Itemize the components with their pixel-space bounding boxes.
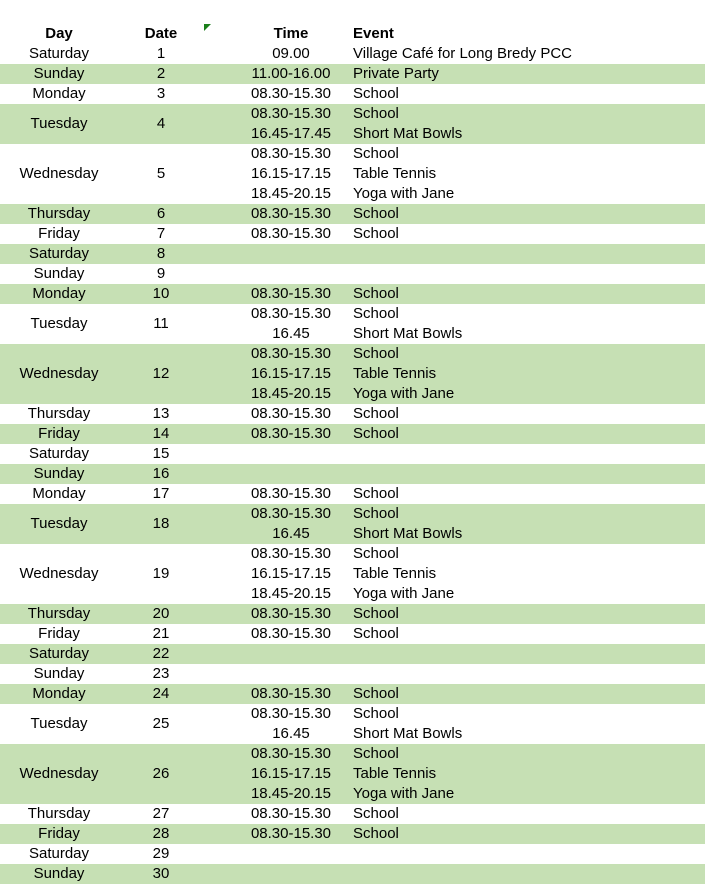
event-cell[interactable]: School [353, 805, 399, 822]
time-cell[interactable]: 16.45 [272, 725, 310, 742]
event-cell[interactable]: Short Mat Bowls [348, 524, 705, 544]
table-row [0, 864, 705, 884]
time-cell[interactable] [234, 644, 348, 664]
table-row [0, 444, 705, 464]
day-cell[interactable]: Saturday [0, 244, 118, 264]
spacer-cell[interactable] [204, 604, 234, 624]
time-cell[interactable]: 16.15-17.15 [234, 364, 348, 384]
day-cell[interactable]: Wednesday [0, 344, 118, 404]
spacer-cell[interactable] [204, 224, 234, 244]
event-cell[interactable]: School [348, 284, 705, 304]
date-cell[interactable]: 13 [152, 405, 170, 422]
spacer-cell[interactable] [204, 204, 234, 224]
table-row [0, 244, 705, 264]
day-cell[interactable]: Thursday [27, 805, 91, 822]
event-cell[interactable]: School [348, 604, 705, 624]
table-row [0, 224, 705, 244]
spacer-cell[interactable] [204, 384, 234, 404]
date-cell[interactable]: 27 [152, 805, 170, 822]
event-cell[interactable]: Yoga with Jane [353, 585, 455, 602]
spacer-cell[interactable] [204, 664, 234, 684]
date-cell[interactable]: 3 [156, 85, 166, 102]
header-row [0, 24, 705, 44]
date-cell[interactable]: 10 [118, 284, 204, 304]
event-cell[interactable] [348, 644, 705, 664]
event-cell[interactable]: Table Tennis [353, 165, 437, 182]
day-cell[interactable]: Sunday [0, 464, 118, 484]
table-row [0, 544, 705, 564]
time-cell[interactable]: 08.30-15.30 [234, 204, 348, 224]
spacer-cell[interactable] [204, 644, 234, 664]
time-cell[interactable]: 08.30-15.30 [250, 305, 332, 322]
spacer-cell[interactable] [204, 44, 234, 64]
table-row [0, 844, 705, 864]
table-row [0, 684, 705, 704]
event-cell[interactable]: School [353, 225, 399, 242]
day-cell[interactable]: Saturday [28, 845, 90, 862]
time-cell[interactable]: 08.30-15.30 [250, 805, 332, 822]
table-row [0, 44, 705, 64]
date-cell[interactable]: 17 [152, 485, 170, 502]
table-row [0, 264, 705, 284]
event-cell[interactable]: School [353, 145, 399, 162]
date-cell[interactable]: 30 [118, 864, 204, 884]
event-cell[interactable] [348, 664, 705, 684]
event-cell[interactable]: School [353, 545, 399, 562]
spacer-cell[interactable] [204, 584, 234, 604]
spacer-cell[interactable] [204, 64, 234, 84]
spacer-cell[interactable] [204, 504, 234, 524]
event-cell[interactable] [348, 264, 705, 284]
table-row [0, 404, 705, 424]
date-cell[interactable]: 16 [118, 464, 204, 484]
day-cell[interactable]: Sunday [0, 64, 118, 84]
time-cell[interactable] [234, 444, 348, 464]
time-cell[interactable]: 09.00 [272, 45, 310, 62]
day-cell[interactable]: Thursday [27, 405, 91, 422]
date-cell[interactable]: 7 [156, 225, 166, 242]
table-row [0, 64, 705, 84]
table-row [0, 464, 705, 484]
event-cell[interactable]: School [348, 204, 705, 224]
time-cell[interactable]: 16.45-17.45 [234, 124, 348, 144]
day-cell[interactable]: Monday [0, 284, 118, 304]
day-cell[interactable]: Saturday [28, 45, 90, 62]
table-row [0, 104, 705, 124]
table-row [0, 144, 705, 164]
event-cell[interactable]: Yoga with Jane [348, 384, 705, 404]
schedule-table [0, 24, 705, 884]
table-row [0, 284, 705, 304]
event-cell[interactable] [348, 464, 705, 484]
day-cell[interactable]: Monday [32, 485, 86, 502]
spacer-cell[interactable] [204, 524, 234, 544]
date-cell[interactable]: 5 [156, 165, 166, 182]
table-row [0, 484, 705, 504]
time-cell[interactable]: 08.30-15.30 [250, 405, 332, 422]
time-cell[interactable] [234, 244, 348, 264]
event-cell[interactable] [348, 244, 705, 264]
event-cell[interactable]: Private Party [348, 64, 705, 84]
spacer-cell[interactable] [204, 324, 234, 344]
event-cell[interactable]: School [353, 625, 399, 642]
date-cell[interactable]: 6 [118, 204, 204, 224]
day-cell[interactable]: Monday [0, 684, 118, 704]
table-row [0, 624, 705, 644]
time-cell[interactable]: 18.45-20.15 [250, 585, 332, 602]
time-cell[interactable]: 08.30-15.30 [234, 424, 348, 444]
table-row [0, 804, 705, 824]
spacer-cell[interactable] [204, 804, 234, 824]
day-cell[interactable]: Thursday [0, 204, 118, 224]
date-cell[interactable]: 19 [152, 565, 170, 582]
time-cell[interactable]: 08.30-15.30 [234, 604, 348, 624]
date-cell[interactable]: 20 [118, 604, 204, 624]
day-cell[interactable]: Friday [38, 625, 80, 642]
spacer-cell[interactable] [204, 404, 234, 424]
time-cell[interactable]: 08.30-15.30 [250, 485, 332, 502]
spacer-cell[interactable] [204, 164, 234, 184]
date-cell[interactable]: 21 [152, 625, 170, 642]
time-cell[interactable]: 08.30-15.30 [234, 744, 348, 764]
time-cell[interactable] [234, 664, 348, 684]
time-cell[interactable]: 08.30-15.30 [250, 625, 332, 642]
event-cell[interactable]: School [353, 305, 399, 322]
time-cell[interactable] [234, 264, 348, 284]
spacer-cell[interactable] [204, 344, 234, 364]
event-cell[interactable]: Yoga with Jane [348, 784, 705, 804]
date-cell[interactable]: 25 [152, 715, 170, 732]
date-cell[interactable]: 15 [152, 445, 170, 462]
spacer-cell[interactable] [204, 784, 234, 804]
day-cell[interactable]: Tuesday [0, 104, 118, 144]
date-cell[interactable]: 28 [118, 824, 204, 844]
day-cell[interactable]: Wednesday [19, 165, 99, 182]
spacer-cell[interactable] [204, 444, 234, 464]
date-cell[interactable]: 26 [118, 744, 204, 804]
date-cell[interactable]: 23 [152, 665, 170, 682]
time-cell[interactable] [234, 864, 348, 884]
time-cell[interactable]: 08.30-15.30 [234, 684, 348, 704]
event-cell[interactable]: School [348, 824, 705, 844]
day-cell[interactable]: Friday [38, 225, 80, 242]
spacer-cell[interactable] [204, 304, 234, 324]
time-cell[interactable]: 08.30-15.30 [234, 824, 348, 844]
table-header [0, 24, 705, 44]
spacer-cell[interactable] [204, 624, 234, 644]
time-cell[interactable]: 16.15-17.15 [234, 764, 348, 784]
header-day[interactable]: Day [45, 25, 73, 42]
event-cell[interactable]: School [348, 424, 705, 444]
day-cell[interactable]: Thursday [0, 604, 118, 624]
spacer-cell[interactable] [204, 484, 234, 504]
day-cell[interactable]: Tuesday [30, 715, 88, 732]
spacer-cell[interactable] [204, 284, 234, 304]
event-cell[interactable]: School [353, 705, 399, 722]
time-cell[interactable]: 08.30-15.30 [250, 145, 332, 162]
event-cell[interactable]: Short Mat Bowls [348, 124, 705, 144]
spacer-cell[interactable] [204, 744, 234, 764]
time-cell[interactable]: 11.00-16.00 [234, 64, 348, 84]
table-row [0, 84, 705, 104]
time-cell[interactable]: 16.45 [234, 524, 348, 544]
time-cell[interactable]: 08.30-15.30 [250, 85, 332, 102]
date-cell[interactable]: 18 [118, 504, 204, 544]
time-cell[interactable]: 08.30-15.30 [250, 545, 332, 562]
spacer-cell[interactable] [204, 124, 234, 144]
spacer-cell[interactable] [204, 144, 234, 164]
header-event[interactable]: Event [353, 25, 394, 42]
spacer-cell[interactable] [204, 364, 234, 384]
spacer-cell[interactable] [204, 104, 234, 124]
date-cell[interactable]: 22 [118, 644, 204, 664]
day-cell[interactable]: Wednesday [0, 744, 118, 804]
time-cell[interactable]: 08.30-15.30 [250, 225, 332, 242]
event-cell[interactable]: Table Tennis [348, 364, 705, 384]
event-cell[interactable] [348, 844, 705, 864]
time-cell[interactable]: 16.15-17.15 [250, 565, 332, 582]
date-cell[interactable]: 12 [118, 344, 204, 404]
date-cell[interactable]: 9 [156, 265, 166, 282]
day-cell[interactable]: Wednesday [19, 565, 99, 582]
time-cell[interactable]: 08.30-15.30 [250, 705, 332, 722]
date-cell[interactable]: 11 [153, 315, 169, 332]
day-cell[interactable]: Sunday [33, 265, 85, 282]
day-cell[interactable]: Tuesday [30, 315, 88, 332]
spacer-cell[interactable] [204, 564, 234, 584]
event-cell[interactable]: Short Mat Bowls [353, 325, 463, 342]
spacer-cell[interactable] [204, 864, 234, 884]
event-cell[interactable]: School [353, 405, 399, 422]
table-row [0, 664, 705, 684]
date-cell[interactable]: 24 [118, 684, 204, 704]
spacer-cell[interactable] [204, 184, 234, 204]
day-cell[interactable]: Monday [32, 85, 86, 102]
event-cell[interactable]: Yoga with Jane [353, 185, 455, 202]
time-cell[interactable]: 08.30-15.30 [234, 104, 348, 124]
table-row [0, 644, 705, 664]
table-row [0, 304, 705, 324]
time-cell[interactable] [234, 844, 348, 864]
comment-marker-icon [204, 24, 211, 31]
event-cell[interactable] [348, 444, 705, 464]
spacer-cell[interactable] [204, 424, 234, 444]
day-cell[interactable]: Saturday [0, 644, 118, 664]
time-cell[interactable]: 18.45-20.15 [234, 784, 348, 804]
table-row [0, 744, 705, 764]
spacer-cell[interactable] [204, 844, 234, 864]
event-cell[interactable]: Table Tennis [348, 764, 705, 784]
time-cell[interactable]: 16.15-17.15 [250, 165, 332, 182]
spacer-cell[interactable] [204, 684, 234, 704]
header-time[interactable]: Time [273, 25, 309, 42]
day-cell[interactable]: Friday [0, 424, 118, 444]
spacer-cell[interactable] [204, 544, 234, 564]
time-cell[interactable]: 18.45-20.15 [234, 384, 348, 404]
day-cell[interactable]: Sunday [33, 665, 85, 682]
time-cell[interactable]: 18.45-20.15 [250, 185, 332, 202]
day-cell[interactable]: Saturday [28, 445, 90, 462]
table-row [0, 204, 705, 224]
event-cell[interactable] [348, 864, 705, 884]
table-row [0, 424, 705, 444]
date-cell[interactable]: 1 [156, 45, 166, 62]
event-cell[interactable]: Short Mat Bowls [353, 725, 463, 742]
spacer-cell[interactable] [204, 824, 234, 844]
header-date[interactable]: Date [144, 25, 178, 42]
table-row [0, 704, 705, 724]
spacer-cell[interactable] [204, 724, 234, 744]
table-row [0, 604, 705, 624]
time-cell[interactable]: 08.30-15.30 [234, 344, 348, 364]
spacer-cell[interactable] [204, 464, 234, 484]
time-cell[interactable] [234, 464, 348, 484]
event-cell[interactable]: Table Tennis [353, 565, 437, 582]
event-cell[interactable]: School [348, 684, 705, 704]
date-cell[interactable]: 2 [118, 64, 204, 84]
table-body [0, 44, 705, 884]
event-cell[interactable]: School [348, 344, 705, 364]
time-cell[interactable]: 08.30-15.30 [234, 504, 348, 524]
spacer-cell[interactable] [204, 764, 234, 784]
table-row [0, 344, 705, 364]
event-cell[interactable]: School [353, 85, 399, 102]
header-marker-cell[interactable] [204, 24, 234, 44]
date-cell[interactable]: 8 [118, 244, 204, 264]
date-cell[interactable]: 4 [118, 104, 204, 144]
spacer-cell[interactable] [204, 264, 234, 284]
event-cell[interactable]: Village Café for Long Bredy PCC [353, 45, 573, 62]
spacer-cell[interactable] [204, 704, 234, 724]
day-cell[interactable]: Friday [0, 824, 118, 844]
day-cell[interactable]: Tuesday [0, 504, 118, 544]
time-cell[interactable]: 16.45 [272, 325, 310, 342]
spacer-cell[interactable] [204, 244, 234, 264]
event-cell[interactable]: School [348, 104, 705, 124]
date-cell[interactable]: 14 [118, 424, 204, 444]
day-cell[interactable]: Sunday [0, 864, 118, 884]
event-cell[interactable]: School [348, 504, 705, 524]
table-row [0, 504, 705, 524]
table-row [0, 824, 705, 844]
date-cell[interactable]: 29 [152, 845, 170, 862]
event-cell[interactable]: School [353, 485, 399, 502]
spacer-cell[interactable] [204, 84, 234, 104]
event-cell[interactable]: School [348, 744, 705, 764]
time-cell[interactable]: 08.30-15.30 [234, 284, 348, 304]
